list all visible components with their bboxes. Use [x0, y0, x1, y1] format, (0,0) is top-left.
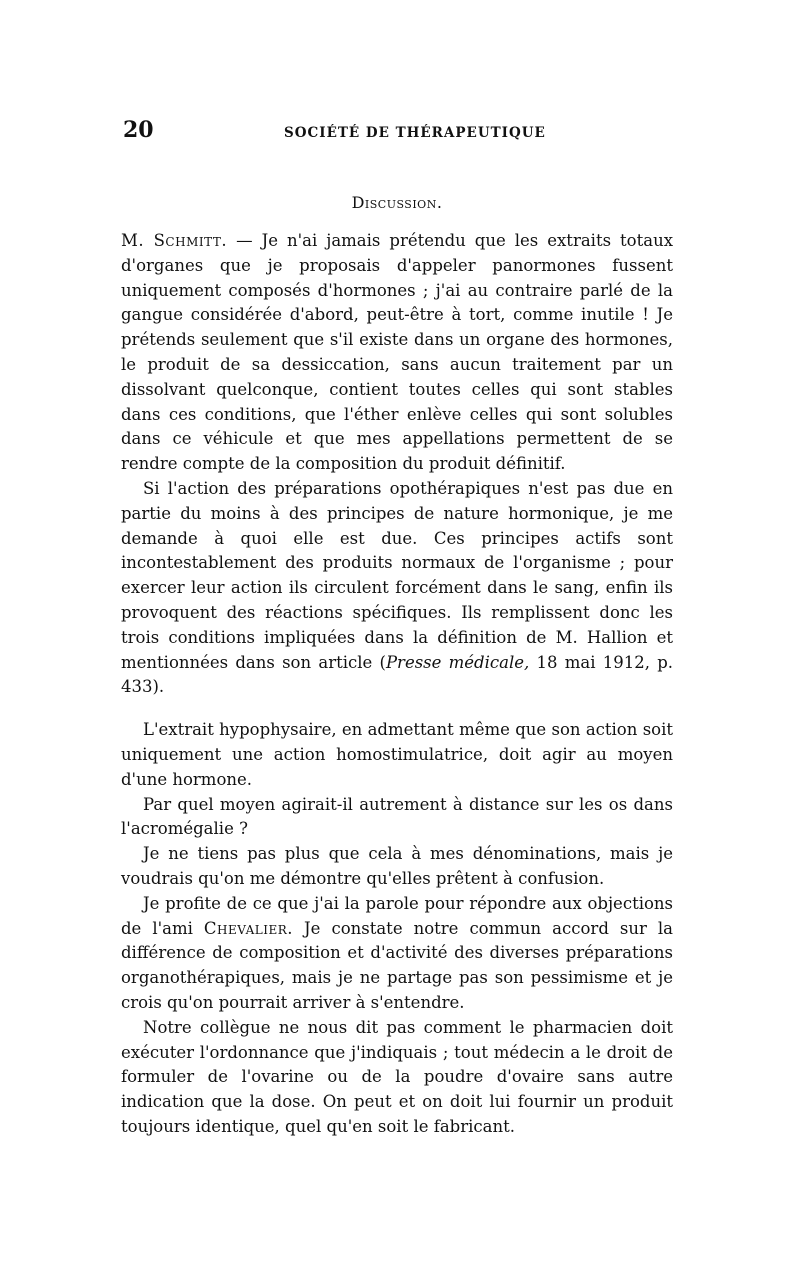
running-head: [121, 118, 673, 146]
paragraph-hypophyseal-extract: [121, 718, 673, 792]
citation-source: Presse médicale,: [385, 652, 530, 672]
paragraph-text: L'extrait hypophysaire, en admettant même que son action soit uniquement une action homostimulatrice, doit agir au moyen d'une hormone.: [121, 720, 673, 789]
paragraph-text: Je profite de ce que j'ai la parole pour répondre aux objections de l'ami: [121, 893, 673, 938]
paragraph-acromegaly: [121, 793, 673, 843]
page-number: 20: [123, 117, 154, 143]
paragraph-chevalier-objections: [121, 892, 673, 1016]
paragraph-pharmacist: [121, 1016, 673, 1140]
paragraph-denominations: [121, 842, 673, 892]
paragraph-text: Je constate notre commun accord sur la différence de composition et d'activité des diverses préparations organothérapiques, mais je ne partage pas son pessimisme et je crois qu'on pourrait arriver à s'entendre.: [121, 918, 673, 1012]
paragraph-text: Notre collègue ne nous dit pas comment le pharmacien doit exécuter l'ordonnance que j'indiquais ; tout médecin a le droit de formuler de l'ovarine ou de la poudre d'ovaire sans autre indication que la dose. On peut et on doit lui fournir un produit toujours identique, quel qu'en soit le fabricant.: [121, 1017, 673, 1136]
paragraph-hormonic-principles: [121, 477, 673, 700]
paragraph-text: Je ne tiens pas plus que cela à mes dénominations, mais je voudrais qu'on me démontre qu'elles prêtent à confusion.: [121, 844, 673, 888]
citation-details: 18 mai 1912, p. 433).: [121, 652, 674, 697]
person-name: Chevalier.: [203, 918, 294, 938]
page: [121, 118, 673, 1140]
paragraph-schmitt-reply: [121, 229, 673, 477]
paragraph-text: — Je n'ai jamais prétendu que les extraits totaux d'organes que je proposais d'appeler panormones fussent uniquement composés d'hormones ; j'ai au contraire parlé de la gangue considérée d'abord, peut-être à tort, comme inutile ! Je prétends seulement que s'il existe dans un organe des hormones, le produit de sa dessiccation, sans aucun traitement par un dissolvant quelconque, contient toutes celles qui sont stables dans ces conditions, que l'éther enlève celles qui sont solubles dans ce véhicule et que mes appellations permettent de se rendre compte de la composition du produit définitif.: [121, 231, 673, 474]
speaker-name: M. Schmitt.: [121, 231, 228, 250]
paragraph-text: Par quel moyen agirait-il autrement à distance sur les os dans l'acromégalie ?: [121, 794, 673, 839]
section-heading: Discussion.: [351, 193, 443, 212]
journal-title: SOCIÉTÉ DE THÉRAPEUTIQUE: [284, 125, 546, 141]
paragraph-text: Si l'action des préparations opothérapiques n'est pas due en partie du moins à des principes de nature hormonique, je me demande à quoi elle est due. Ces principes actifs sont incontestablement des produits normaux de l'organisme ; pour exercer leur action ils circulent forcément dans le sang, enfin ils provoquent des réactions spécifiques. Ils remplissent donc les trois conditions impliquées dans la définition de M. Hallion et mentionnées dans son article (: [121, 478, 673, 672]
